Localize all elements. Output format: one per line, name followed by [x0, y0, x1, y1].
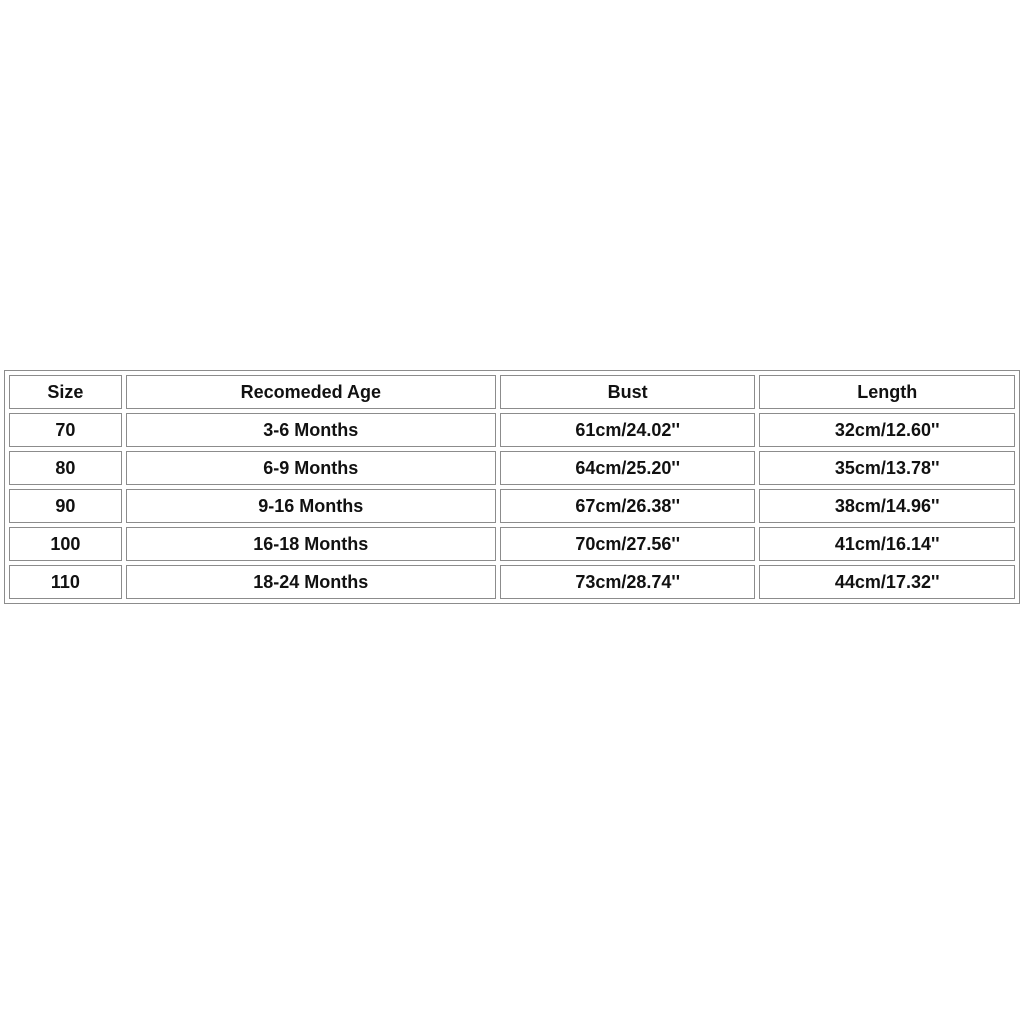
cell-size: 110 — [9, 565, 122, 599]
cell-size: 80 — [9, 451, 122, 485]
cell-length: 35cm/13.78'' — [759, 451, 1015, 485]
size-chart-body — [9, 413, 1015, 599]
cell-bust: 73cm/28.74'' — [500, 565, 756, 599]
cell-length: 32cm/12.60'' — [759, 413, 1015, 447]
cell-bust: 67cm/26.38'' — [500, 489, 756, 523]
cell-length: 38cm/14.96'' — [759, 489, 1015, 523]
header-row — [9, 375, 1015, 409]
cell-age: 16-18 Months — [126, 527, 496, 561]
cell-size: 90 — [9, 489, 122, 523]
cell-age: 18-24 Months — [126, 565, 496, 599]
cell-age: 6-9 Months — [126, 451, 496, 485]
cell-size: 70 — [9, 413, 122, 447]
cell-size: 100 — [9, 527, 122, 561]
table-row — [9, 527, 1015, 561]
header-bust: Bust — [500, 375, 756, 409]
cell-bust: 70cm/27.56'' — [500, 527, 756, 561]
size-chart-table — [4, 370, 1020, 604]
table-row — [9, 489, 1015, 523]
cell-age: 3-6 Months — [126, 413, 496, 447]
header-length: Length — [759, 375, 1015, 409]
table-row — [9, 413, 1015, 447]
table-row — [9, 451, 1015, 485]
cell-length: 44cm/17.32'' — [759, 565, 1015, 599]
table-row — [9, 565, 1015, 599]
cell-age: 9-16 Months — [126, 489, 496, 523]
cell-bust: 61cm/24.02'' — [500, 413, 756, 447]
size-chart-header — [9, 375, 1015, 409]
header-size: Size — [9, 375, 122, 409]
cell-bust: 64cm/25.20'' — [500, 451, 756, 485]
cell-length: 41cm/16.14'' — [759, 527, 1015, 561]
header-recommended-age: Recomeded Age — [126, 375, 496, 409]
